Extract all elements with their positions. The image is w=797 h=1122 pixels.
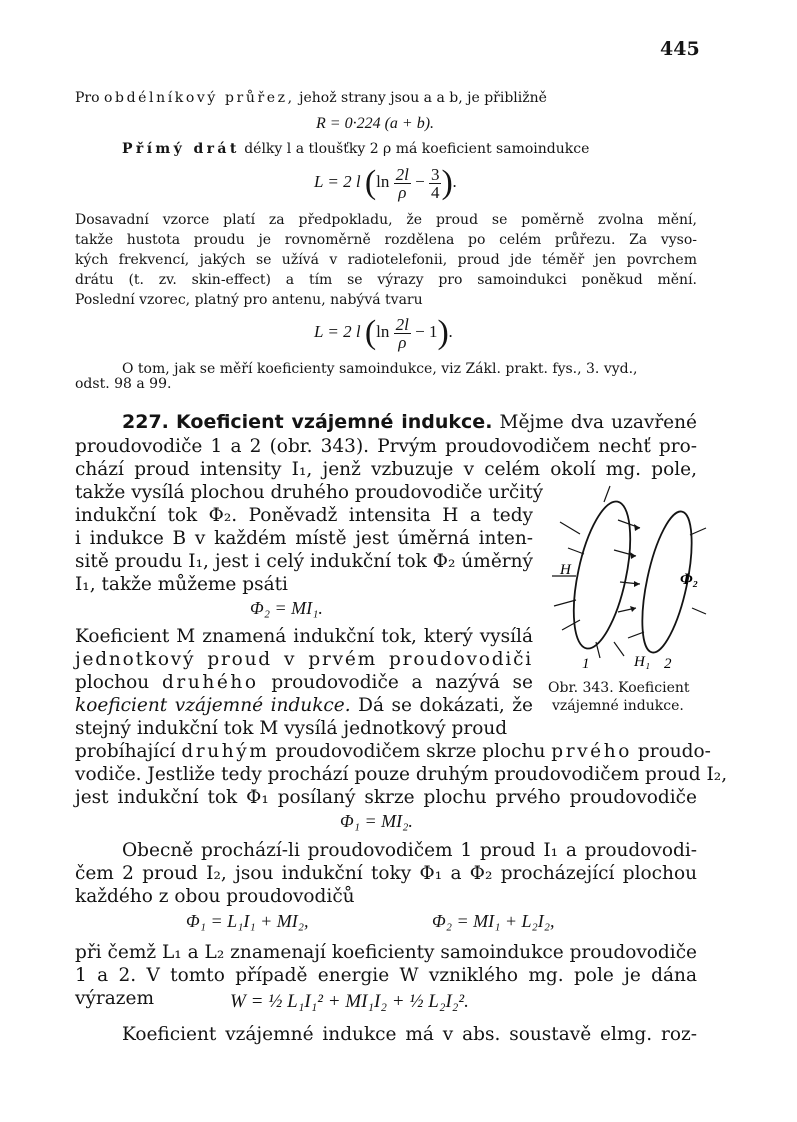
body-line-narrow: Koeficient M znamená indukční tok, který vysílá	[75, 626, 533, 647]
intro-para-line: Dosavadní vzorce platí za předpokladu, že proud se poměrně zvolna mění,	[75, 212, 697, 228]
spaced-term: obdélníkový průřez,	[104, 90, 295, 106]
body-line-narrow	[75, 672, 533, 693]
formula-part: .	[452, 171, 458, 191]
text-fragment: délky l a tloušťky 2 ρ má koeficient samoindukce	[239, 141, 590, 157]
formula-pair-left: Φ₁ = L₁I₁ + MI₂,	[186, 911, 309, 931]
body-line	[75, 741, 711, 762]
text-fragment: Mějme dva uzavřené	[492, 412, 697, 433]
body-line-narrow	[75, 695, 533, 716]
formula-part: −	[415, 171, 425, 191]
intro-line-1	[75, 90, 547, 106]
text-fragment: Dá se dokázati, že	[350, 695, 534, 716]
body-line: každého z obou proudovodičů	[75, 886, 355, 907]
label-h1-bottom: H₁	[634, 654, 651, 670]
text-fragment: proudo-	[632, 741, 711, 762]
body-line-narrow-spaced: jednotkový proud v prvém proudovodiči	[75, 649, 533, 670]
body-line: při čemž L₁ a L₂ znamenají koeficienty samoindukce proudovodiče	[75, 942, 697, 963]
denominator: ρ	[398, 182, 407, 202]
denominator: ρ	[398, 332, 407, 352]
figure-343-diagram	[540, 480, 710, 680]
formula-part: .	[448, 321, 454, 341]
formula-part: − 1	[415, 321, 438, 341]
text-fragment: probíhající	[75, 741, 182, 762]
open-paren: (	[364, 164, 377, 201]
figure-caption-line-2: vzájemné indukce.	[552, 698, 684, 714]
label-phi2: Φ₂	[680, 571, 699, 588]
text-fragment: Pro	[75, 90, 104, 106]
body-line: čem 2 proud I₂, jsou indukční toky Φ₁ a Φ₂ procházející plochou	[75, 863, 697, 884]
label-h-left: H	[560, 562, 571, 578]
body-line: proudovodiče 1 a 2 (obr. 343). Prvým proudovodičem nechť pro-	[75, 436, 697, 457]
numerator: 2l	[395, 164, 409, 184]
section-number: 227.	[122, 411, 169, 433]
numerator: 3	[430, 164, 440, 184]
body-line: Obecně prochází-li proudovodičem 1 proud I₁ a proudovodi-	[122, 840, 697, 861]
formula-phi2: Φ₂ = MI₁.	[250, 598, 323, 618]
numerator: 2l	[395, 314, 409, 334]
intro-line-2	[122, 141, 589, 157]
spaced-term: prvého	[551, 741, 632, 762]
body-line: chází proud intensity I₁, jenž vzbuzuje v celém okolí mg. pole,	[75, 459, 697, 480]
formula-r: R = 0·224 (a + b).	[316, 115, 435, 132]
close-paren: )	[441, 164, 453, 201]
intro-para-line: kých frekvencí, jakých se užívá v radiotelefonii, proud jde téměř jen povrchem	[75, 252, 697, 268]
reference-line-2: odst. 98 a 99.	[75, 376, 172, 392]
label-loop-2: 2	[664, 656, 672, 672]
formula-l2	[314, 314, 453, 352]
formula-l1	[314, 164, 457, 202]
label-loop-1: 1	[582, 656, 590, 672]
intro-para-line: takže hustota proudu je rovnoměrně rozdělena po celém průřezu. Za vyso-	[75, 232, 697, 248]
text-fragment: jehož strany jsou a a b, je přibližně	[294, 90, 547, 106]
formula-part: L = 2 l	[314, 171, 361, 191]
page-number: 445	[660, 38, 700, 60]
body-line-narrow: I₁, takže můžeme psáti	[75, 574, 288, 595]
arrowheads	[630, 524, 640, 612]
fraction	[394, 316, 411, 351]
section-heading-line	[122, 411, 697, 433]
text-fragment: plochou	[75, 672, 162, 693]
text-fragment: proudovodičem skrze plochu	[269, 741, 552, 762]
denominator: 4	[430, 182, 440, 202]
close-paren: )	[437, 314, 449, 351]
text-fragment: proudovodiče a nazývá se	[258, 672, 534, 693]
body-line-narrow: i indukce B v každém místě jest úměrná inten-	[75, 528, 533, 549]
section-title: Koeficient vzájemné indukce.	[176, 411, 493, 433]
figure-caption-line-1: Obr. 343. Koeficient	[548, 680, 690, 696]
body-line: 1 a 2. V tomto případě energie W vzniklého mg. pole je dána	[75, 965, 697, 986]
formula-pair-right: Φ₂ = MI₁ + L₂I₂,	[432, 911, 555, 931]
body-line: výrazem	[75, 988, 155, 1009]
formula-part: L = 2 l	[314, 321, 361, 341]
reference-line-1: O tom, jak se měří koeficienty samoindukce, viz Zákl. prakt. fys., 3. vyd.,	[122, 361, 638, 377]
body-line: jest indukční tok Φ₁ posílaný skrze plochu prvého proudovodiče	[75, 787, 697, 808]
body-line-narrow: sitě proudu I₁, jest i celý indukční tok Φ₂ úměrný	[75, 551, 533, 572]
open-paren: (	[364, 314, 377, 351]
fraction	[429, 166, 442, 201]
fraction	[394, 166, 411, 201]
body-line-narrow: indukční tok Φ₂. Poněvadž intensita H a tedy	[75, 505, 533, 526]
body-line: Koeficient vzájemné indukce má v abs. soustavě elmg. roz-	[122, 1024, 697, 1045]
spaced-term: druhým	[181, 741, 270, 762]
intro-para-line: drátu (t. zv. skin-effect) a tím se výrazy pro samoindukci poněkud mění.	[75, 272, 697, 288]
spaced-term: druhého	[161, 672, 259, 693]
body-line-narrow: takže vysílá plochou druhého proudovodiče určitý	[75, 482, 544, 503]
body-line: vodiče. Jestliže tedy prochází pouze druhým proudovodičem proud I₂,	[75, 764, 728, 785]
formula-part: ln	[376, 171, 390, 191]
italic-term: koeficient vzájemné indukce.	[75, 695, 351, 716]
formula-w: W = ½ L₁I₁² + MI₁I₂ + ½ L₂I₂².	[230, 991, 469, 1012]
formula-part: ln	[376, 321, 390, 341]
intro-para-line: Poslední vzorec, platný pro antenu, nabývá tvaru	[75, 292, 423, 308]
spaced-term: Přímý drát	[122, 141, 240, 157]
loop-1	[563, 497, 641, 654]
formula-phi1: Φ₁ = MI₂.	[340, 811, 413, 831]
body-line-narrow: stejný indukční tok M vysílá jednotkový proud	[75, 718, 508, 739]
